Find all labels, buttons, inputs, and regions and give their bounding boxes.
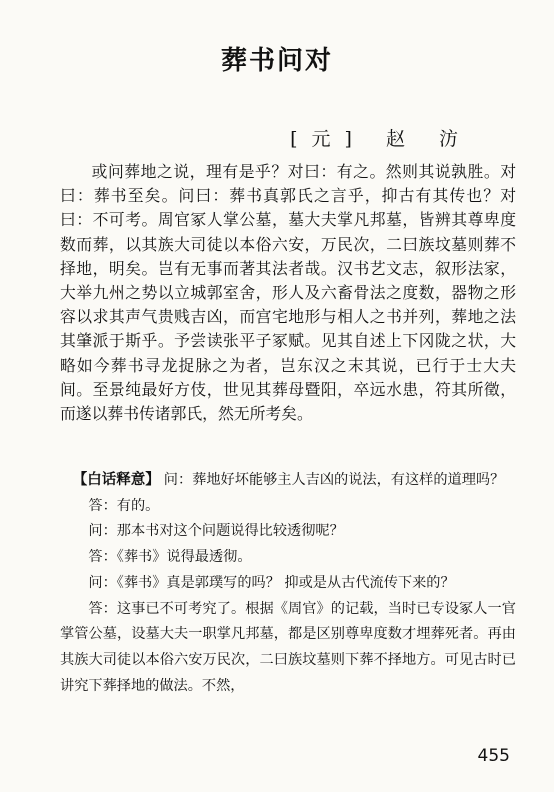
- page-number: 455: [477, 746, 510, 766]
- classical-text: 或问葬地之说，理有是乎？对曰：有之。然则其说孰胜。对曰：葬书至矣。问曰：葬书真郭氏之言乎，抑古有其传也？对曰：不可考。周官冢人掌公墓，墓大夫掌凡邦墓，皆辨其尊卑度数而葬，以其族大司徒以本俗六安，万民次，二曰族坟墓则葬不择地，明矣。岂有无事而著其法者哉。汉书艺文志，叙形法家，大举九州之势以立城郭室舍，形人及六畜骨法之度数，器物之形容以求其声气贵贱吉凶，而宫宅地形与相人之书并列，葬地之法其肇派于斯乎。予尝读张平子冢赋。见其自述上下冈陇之状，大略如今葬书寻龙捉脉之为者，岂东汉之末其说，已行于士大夫间。至景纯最好方伎，世见其葬母暨阳，卒远水患，符其所徵，而遂以葬书传诸郭氏，然无所考矣。: [60, 162, 516, 424]
- vernacular-paragraph: 答：《葬书》说得最透彻。: [88, 549, 252, 566]
- vernacular-paragraph: 答：有的。: [88, 497, 160, 514]
- vernacular-paragraph: [60, 468, 516, 494]
- vernacular-label: 【白话释意】: [72, 472, 160, 488]
- page-title: 葬书问对: [220, 46, 333, 76]
- vernacular-text: 问：葬地好坏能够主人吉凶的说法，有这样的道理吗？: [163, 472, 505, 488]
- vernacular-paragraph: 问：那本书对这个问题说得比较透彻呢？: [88, 523, 344, 540]
- author-line: [元] 赵 汸: [290, 128, 472, 150]
- vernacular-section: [60, 468, 516, 699]
- vernacular-paragraph: 答：这事已不可考究了。根据《周官》的记载，当时已专设冢人一官掌管公墓，设墓大夫一职掌凡邦墓，都是区别尊卑度数才埋葬死者。再由其族大司徒以本俗六安万民次，二曰族坟墓则下葬不择地方。可见古时已讲究下葬择地的做法。不然，: [60, 600, 516, 694]
- vernacular-paragraph: 问：《葬书》真是郭璞写的吗？ 抑或是从古代流传下来的？: [88, 574, 455, 591]
